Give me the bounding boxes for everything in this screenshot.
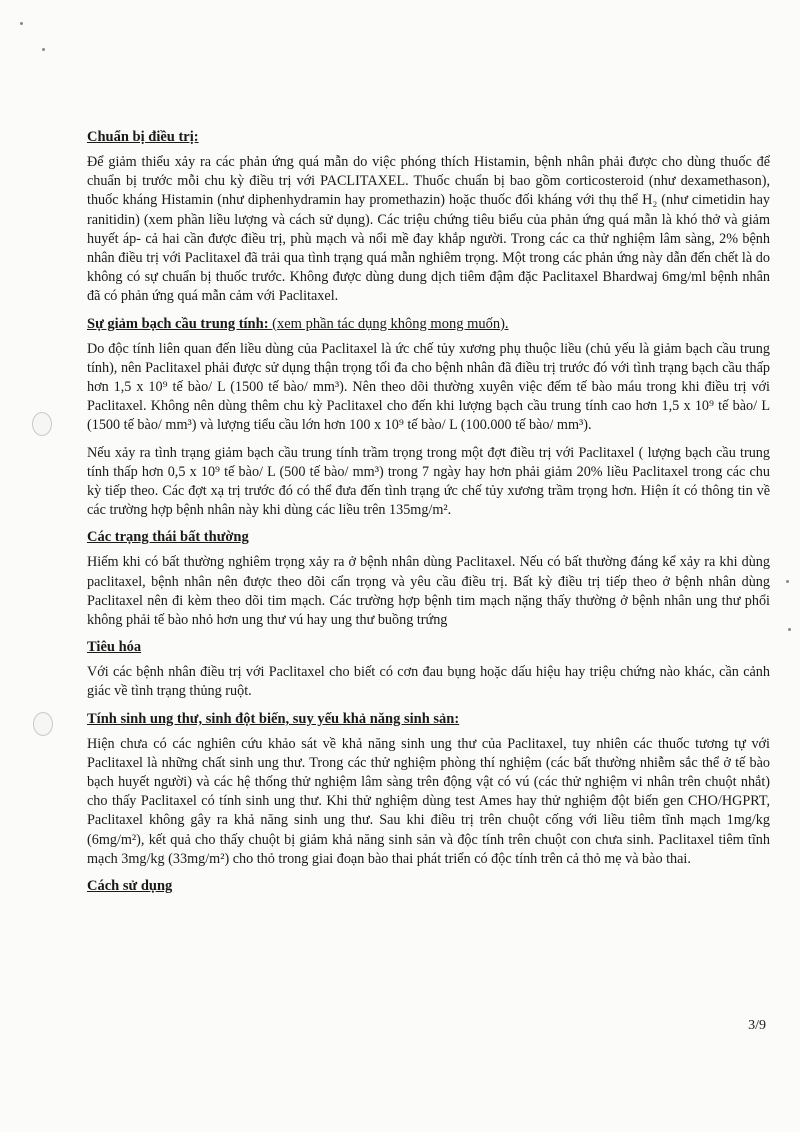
section-paragraph: Nếu xảy ra tình trạng giảm bạch cầu trung tính trầm trọng trong một đợt điều trị với Paclitaxel ( lượng bạch cầu trung tính thấp hơn 0,5 x 10⁹ tế bào/ L (500 tế bào/ mm³) trong 7 ngày hay hơn phải giảm 20% liều Paclitaxel trong các chu kỳ tiếp theo. Các đợt xạ trị trước đó có thể đưa đến tình trạng ức chế tủy xương trầm trọng hơn. Hiện ít có thông tin về các trường hợp bệnh nhân này khi dùng các liều trên 135mg/m².	[87, 444, 770, 519]
heading-rest: (xem phần tác dụng không mong muốn).	[268, 315, 509, 332]
section-paragraph: Hiếm khi có bất thường nghiêm trọng xảy ra ở bệnh nhân dùng Paclitaxel. Nếu có bất thường đáng kể xảy ra khi dùng paclitaxel, bệnh nhân nên được theo dõi cẩn trọng và yêu cầu điều trị. Bất kỳ điều trị tiếp theo ở bệnh nhân dùng Paclitaxel nên đi kèm theo dõi tim mạch. Các trường hợp bệnh tim mạch nặng thấy thường ở bệnh nhân ung thư phổi không phải tế bào nhỏ hơn ung thư vú hay ung thư buồng trứng	[87, 554, 770, 629]
scan-speck	[788, 628, 791, 631]
section-paragraph: Do độc tính liên quan đến liều dùng của Paclitaxel là ức chế tủy xương phụ thuộc liều (chủ yếu là giảm bạch cầu trung tính), nên Paclitaxel phải được sử dụng thận trọng tối đa cho bệnh nhân đã điều trị trước đó với tình trạng bạch cầu thấp hơn 1,5 x 10⁹ tế bào/ L (1500 tế bào/ mm³). Nên theo dõi thường xuyên việc đếm tế bào máu trong khi điều trị với Paclitaxel. Không nên dùng thêm chu kỳ Paclitaxel cho đến khi lượng bạch cầu trung tính cao hơn 1,5 x 10⁹ tế bào/ L (1500 tế bào/ mm³) và lượng tiểu cầu lớn hơn 100 x 10⁹ tế bào/ L (100.000 tế bào/ mm³).	[87, 340, 770, 434]
section-heading-digestion: Tiêu hóa	[87, 639, 142, 656]
section-heading-carcinogenicity: Tính sinh ung thư, sinh đột biến, suy yếu khả năng sinh sản:	[87, 710, 460, 727]
section-paragraph: Hiện chưa có các nghiên cứu khảo sát về khả năng sinh ung thư của Paclitaxel, tuy nhiên các thuốc tương tự với Paclitaxel là những chất sinh ung thư. Trong các thử nghiệm phòng thí nghiệm (các bất thường nhiễm sắc thể ở tế bào bạch huyết người) và các hệ thống thử nghiệm lâm sàng trên động vật có vú (các thử nghiệm vi nhân trên chuột nhắt) cho thấy Paclitaxel có tính sinh ung thư. Khi thử nghiệm dùng test Ames hay thử nghiệm đột biến gen CHO/HGPRT, Paclitaxel không gây ra khả năng sinh ung thư. Sau khi điều trị trên chuột cống với liều tiêm tĩnh mạch 1mg/kg (6mg/m²), kết quả cho thấy chuột bị giảm khả năng sinh sản và độc tính trên chuột con chưa sinh. Paclitaxel tiêm tĩnh mạch 3mg/kg (33mg/m²) cho thỏ trong giai đoạn bào thai phát triển có độc tính trên cả thỏ mẹ và bào thai.	[87, 735, 770, 867]
section-paragraph: Với các bệnh nhân điều trị với Paclitaxel cho biết có cơn đau bụng hoặc dấu hiệu hay triệu chứng nào khác, cần cảnh giác về tình trạng thủng ruột.	[87, 664, 770, 700]
punch-hole-top	[32, 412, 52, 436]
heading-text: Sự giảm bạch cầu trung tính:	[87, 315, 269, 332]
scan-speck	[20, 22, 23, 25]
document-body	[87, 128, 770, 902]
scan-speck	[42, 48, 45, 51]
punch-hole-bottom	[33, 712, 53, 736]
section-paragraph: Để giảm thiểu xảy ra các phản ứng quá mẫn do việc phóng thích Histamin, bệnh nhân phải được cho dùng thuốc để chuẩn bị trước mỗi chu kỳ điều trị với PACLITAXEL. Thuốc chuẩn bị bao gồm corticosteroid (như dexamethason), thuốc kháng Histamin (như diphenhydramin hay promethazin) hoặc thuốc đối kháng với thụ thể H₂ (như cimetidin hay ranitidin) (xem phần liều lượng và cách sử dụng). Các triệu chứng tiêu biểu của phản ứng quá mẫn là khó thở và giảm huyết áp- cả hai cần được điều trị, phù mạch và nổi mề đay khắp người. Trong các ca thử nghiệm lâm sàng, 2% bệnh nhân điều trị với Paclitaxel đã trải qua tình trạng quá mẫn nghiêm trọng. Một trong các phản ứng này dẫn đến chết là do không có sự chuẩn bị thuốc trước. Không được dùng dung dịch tiêm đậm đặc Paclitaxel Bhardwaj 6mg/ml bệnh nhân đã có phản ứng quá mẫn cảm với Paclitaxel.	[87, 154, 770, 305]
scan-speck	[786, 580, 789, 583]
section-heading-neutropenia	[87, 315, 770, 334]
section-heading-treatment-prep: Chuẩn bị điều trị:	[87, 129, 199, 145]
page-number: 3/9	[748, 1018, 766, 1033]
section-heading-abnormal-states: Các trạng thái bất thường	[87, 529, 249, 546]
section-heading-usage: Cách sử dụng	[87, 878, 173, 895]
